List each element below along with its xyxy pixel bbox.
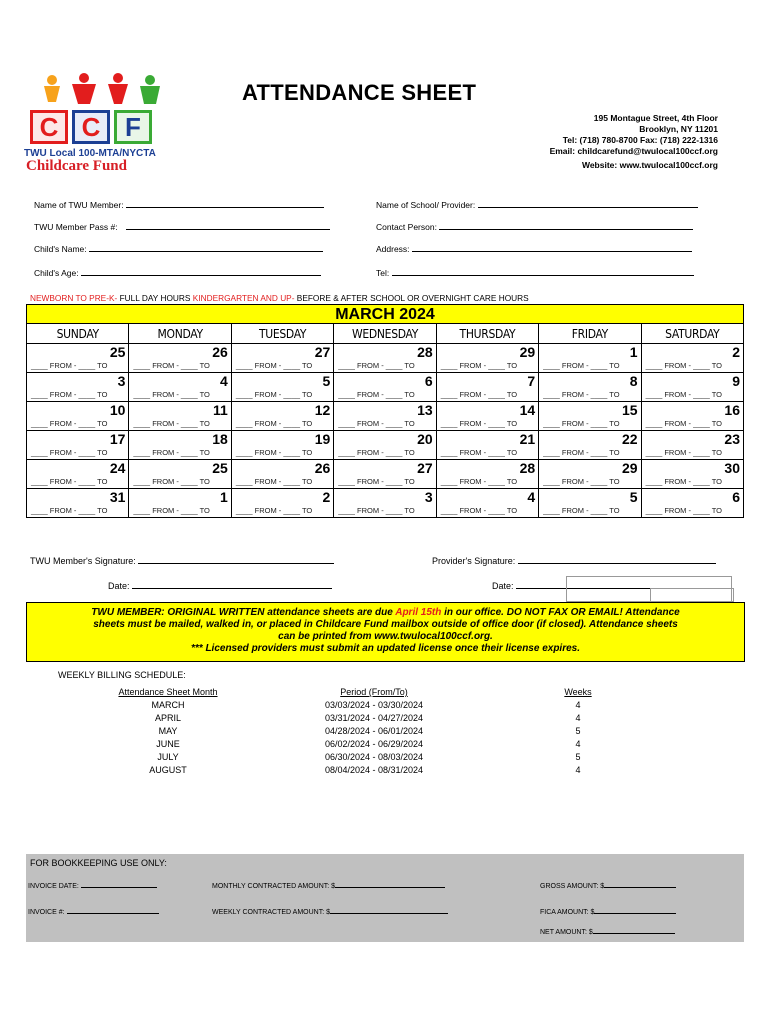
calendar-day-cell[interactable]	[437, 489, 539, 518]
weekly-amount-field[interactable]: WEEKLY CONTRACTED AMOUNT: $	[212, 908, 448, 916]
provider-tel-label: Tel:	[376, 268, 390, 278]
page-title: ATTENDANCE SHEET	[242, 80, 477, 105]
logo-block-c2: C	[72, 110, 110, 144]
billing-header: Attendance Sheet Month	[118, 687, 218, 697]
day-number: 4	[220, 373, 228, 389]
day-number: 27	[314, 344, 331, 360]
submission-notice: TWU MEMBER: ORIGINAL WRITTEN attendance sheets are due April 15th in our office. DO NOT FAX OR EMAIL! Attendance sheets must be mailed, walked in, or placed in Childcare Fund mailbox outside of office door (if closed). Attendance sheets can be printed from www.twulocal100ccf.org. *** Licensed providers must submit an updated license once their license expires.	[26, 602, 745, 662]
day-number: 1	[629, 344, 638, 360]
monthly-amount-field[interactable]: MONTHLY CONTRACTED AMOUNT: $	[212, 882, 445, 890]
ccf-logo	[22, 72, 172, 172]
calendar-grid	[26, 324, 744, 518]
from-to-field[interactable]: ____ FROM - ____ TO	[543, 477, 620, 486]
from-to-field[interactable]: ____ FROM - ____ TO	[440, 506, 518, 515]
calendar-day-cell[interactable]	[334, 402, 436, 431]
day-number: 20	[417, 431, 433, 447]
day-number: 6	[424, 373, 433, 389]
calendar-day-cell[interactable]	[642, 431, 744, 460]
from-to-field[interactable]: ____ FROM - ____ TO	[645, 506, 722, 515]
billing-cell: AUGUST	[149, 765, 187, 775]
calendar-day-cell[interactable]	[334, 431, 436, 460]
from-to-field[interactable]: ____ FROM - ____ TO	[31, 506, 108, 515]
billing-cell: MAY	[158, 726, 178, 736]
logo-block-f: F	[114, 110, 152, 144]
calendar-day-cell[interactable]	[129, 373, 231, 402]
from-to-field[interactable]: ____ FROM - ____ TO	[31, 390, 108, 399]
logo-union-text: TWU Local 100-MTA/NYCTA	[24, 148, 156, 159]
from-to-field[interactable]: ____ FROM - ____ TO	[440, 390, 518, 399]
from-to-field[interactable]: ____ FROM - ____ TO	[645, 477, 722, 486]
from-to-field[interactable]: ____ FROM - ____ TO	[31, 477, 108, 486]
day-number: 2	[732, 344, 740, 360]
from-to-field[interactable]: ____ FROM - ____ TO	[440, 477, 518, 486]
calendar-day-cell[interactable]	[232, 344, 334, 373]
from-to-field[interactable]: ____ FROM - ____ TO	[543, 419, 620, 428]
member-date-label: Date:	[108, 581, 130, 591]
member-signature-field[interactable]	[30, 556, 334, 566]
day-number: 28	[519, 460, 536, 476]
day-number: 1	[220, 489, 228, 505]
calendar-day-cell[interactable]	[642, 344, 744, 373]
net-amount-field[interactable]: NET AMOUNT: $	[540, 928, 675, 936]
from-to-field[interactable]: ____ FROM - ____ TO	[645, 419, 722, 428]
billing-cell: 03/31/2024 - 04/27/2024	[324, 713, 424, 723]
billing-cell: 4	[575, 700, 581, 710]
from-to-field[interactable]: ____ FROM - ____ TO	[645, 361, 722, 370]
member-signature-label: TWU Member's Signature:	[30, 556, 136, 566]
provider-tel-field[interactable]	[376, 268, 694, 278]
day-number: 5	[322, 373, 331, 389]
from-to-field[interactable]: ____ FROM - ____ TO	[31, 419, 108, 428]
school-provider-label: Name of School/ Provider:	[376, 200, 476, 210]
gross-amount-field[interactable]: GROSS AMOUNT: $	[540, 882, 676, 890]
logo-fund-text: Childcare Fund	[26, 158, 127, 174]
day-number: 2	[322, 489, 331, 505]
billing-cell: MARCH	[151, 700, 185, 710]
calendar-day-cell[interactable]	[129, 489, 231, 518]
billing-cell: 4	[575, 713, 581, 723]
children-figures-icon	[22, 72, 172, 112]
day-number: 25	[212, 460, 228, 476]
calendar-day-cell[interactable]	[437, 344, 539, 373]
calendar-day-cell[interactable]	[539, 344, 641, 373]
billing-cell: 03/03/2024 - 03/30/2024	[324, 700, 424, 710]
day-number: 6	[732, 489, 740, 505]
from-to-field[interactable]: ____ FROM - ____ TO	[543, 361, 620, 370]
day-number: 17	[109, 431, 126, 447]
day-header: FRIDAY	[539, 324, 641, 344]
calendar-day-cell[interactable]	[437, 460, 539, 489]
child-name-label: Child's Name:	[34, 244, 87, 254]
from-to-field[interactable]: ____ FROM - ____ TO	[31, 448, 108, 457]
day-number: 8	[629, 373, 638, 389]
from-to-field[interactable]: ____ FROM - ____ TO	[133, 506, 210, 515]
from-to-field[interactable]: ____ FROM - ____ TO	[543, 448, 620, 457]
from-to-field[interactable]: ____ FROM - ____ TO	[338, 477, 415, 486]
day-number: 15	[621, 402, 638, 418]
from-to-field[interactable]: ____ FROM - ____ TO	[235, 390, 313, 399]
day-number: 28	[417, 344, 433, 360]
from-to-field[interactable]: ____ FROM - ____ TO	[31, 361, 108, 370]
contact-person-field[interactable]	[376, 222, 693, 232]
calendar-day-cell[interactable]	[129, 460, 231, 489]
day-number: 19	[314, 431, 331, 447]
calendar-day-cell[interactable]	[642, 402, 744, 431]
day-header: TUESDAY	[232, 324, 334, 344]
from-to-field[interactable]: ____ FROM - ____ TO	[133, 477, 210, 486]
from-to-field[interactable]: ____ FROM - ____ TO	[543, 390, 620, 399]
day-header: WEDNESDAY	[334, 324, 436, 344]
day-header: MONDAY	[129, 324, 231, 344]
calendar-day-cell[interactable]	[232, 489, 334, 518]
day-number: 18	[212, 431, 228, 447]
provider-signature-label: Provider's Signature:	[432, 556, 516, 566]
calendar-day-cell[interactable]	[27, 489, 129, 518]
calendar-day-cell[interactable]	[539, 431, 641, 460]
billing-weeks-column	[556, 686, 600, 777]
day-number: 27	[417, 460, 433, 476]
day-number: 11	[213, 402, 228, 418]
billing-cell: APRIL	[154, 713, 181, 723]
member-pass-field[interactable]	[34, 222, 330, 232]
from-to-field[interactable]: ____ FROM - ____ TO	[440, 448, 518, 457]
calendar-day-cell[interactable]	[642, 460, 744, 489]
day-number: 3	[117, 373, 126, 389]
from-to-field[interactable]: ____ FROM - ____ TO	[645, 448, 722, 457]
day-number: 24	[109, 460, 126, 476]
day-number: 29	[621, 460, 638, 476]
day-header: SUNDAY	[27, 324, 129, 344]
day-number: 12	[314, 402, 331, 418]
from-to-field[interactable]: ____ FROM - ____ TO	[235, 506, 313, 515]
from-to-field[interactable]: ____ FROM - ____ TO	[338, 390, 415, 399]
billing-cell: 5	[575, 726, 581, 736]
day-number: 25	[109, 344, 126, 360]
from-to-field[interactable]: ____ FROM - ____ TO	[338, 419, 415, 428]
program-hours-note: NEWBORN TO PRE-K- FULL DAY HOURS KINDERGARTEN AND UP- BEFORE & AFTER SCHOOL OR OVERNIGHT CARE HOURS	[30, 293, 529, 303]
day-number: 23	[724, 431, 740, 447]
bookkeeping-title: FOR BOOKKEEPING USE ONLY:	[30, 858, 167, 868]
provider-address-label: Address:	[376, 244, 410, 254]
day-number: 14	[519, 402, 536, 418]
day-number: 31	[109, 489, 126, 505]
contact-address-block	[550, 113, 718, 171]
from-to-field[interactable]: ____ FROM - ____ TO	[543, 506, 620, 515]
child-name-field[interactable]	[34, 244, 323, 254]
day-number: 10	[109, 402, 126, 418]
calendar-day-cell[interactable]	[539, 489, 641, 518]
day-number: 13	[417, 402, 433, 418]
provider-signature-field[interactable]	[432, 556, 716, 566]
day-number: 26	[212, 344, 228, 360]
day-number: 7	[527, 373, 536, 389]
from-to-field[interactable]: ____ FROM - ____ TO	[133, 448, 210, 457]
calendar-day-cell[interactable]	[27, 460, 129, 489]
billing-cell: 4	[575, 739, 581, 749]
calendar-day-cell[interactable]	[232, 431, 334, 460]
from-to-field[interactable]: ____ FROM - ____ TO	[440, 419, 518, 428]
billing-schedule-title: WEEKLY BILLING SCHEDULE:	[58, 670, 186, 680]
from-to-field[interactable]: ____ FROM - ____ TO	[133, 390, 210, 399]
from-to-field[interactable]: ____ FROM - ____ TO	[235, 419, 313, 428]
from-to-field[interactable]: ____ FROM - ____ TO	[133, 419, 210, 428]
billing-cell: JUNE	[156, 739, 180, 749]
calendar-day-cell[interactable]	[232, 373, 334, 402]
day-number: 5	[629, 489, 638, 505]
member-name-field[interactable]	[34, 200, 324, 210]
from-to-field[interactable]: ____ FROM - ____ TO	[338, 448, 415, 457]
calendar-day-cell[interactable]	[437, 402, 539, 431]
calendar-day-cell[interactable]	[232, 402, 334, 431]
provider-date-label: Date:	[492, 581, 514, 591]
billing-cell: 04/28/2024 - 06/01/2024	[324, 726, 424, 736]
calendar-day-cell[interactable]	[334, 489, 436, 518]
from-to-field[interactable]: ____ FROM - ____ TO	[235, 448, 313, 457]
day-number: 16	[724, 402, 740, 418]
day-number: 22	[621, 431, 638, 447]
billing-cell: 5	[575, 752, 581, 762]
calendar-day-cell[interactable]	[27, 344, 129, 373]
fica-amount-field[interactable]: FICA AMOUNT: $	[540, 908, 676, 916]
day-number: 29	[519, 344, 536, 360]
address-line: Brooklyn, NY 11201	[639, 124, 718, 134]
day-number: 21	[519, 431, 536, 447]
billing-cell: 08/04/2024 - 08/31/2024	[324, 765, 424, 775]
billing-header: Weeks	[564, 687, 592, 697]
calendar-day-cell[interactable]	[129, 344, 231, 373]
billing-cell: 06/02/2024 - 06/29/2024	[324, 739, 424, 749]
calendar-day-cell[interactable]	[437, 373, 539, 402]
calendar-day-cell[interactable]	[539, 460, 641, 489]
calendar-day-cell[interactable]	[129, 402, 231, 431]
billing-cell: 4	[575, 765, 581, 775]
billing-header: Period (From/To)	[340, 687, 408, 697]
day-header: THURSDAY	[437, 324, 539, 344]
invoice-date-field[interactable]: INVOICE DATE:	[28, 882, 157, 890]
calendar-day-cell[interactable]	[642, 373, 744, 402]
website-line: Website: www.twulocal100ccf.org	[581, 160, 718, 170]
calendar-day-cell[interactable]	[539, 373, 641, 402]
calendar-day-cell[interactable]	[232, 460, 334, 489]
contact-person-label: Contact Person:	[376, 222, 437, 232]
day-number: 9	[732, 373, 740, 389]
date-input-box-small[interactable]	[650, 588, 734, 602]
billing-cell: JULY	[157, 752, 179, 762]
calendar-day-cell[interactable]	[334, 344, 436, 373]
calendar-day-cell[interactable]	[27, 402, 129, 431]
calendar-day-cell[interactable]	[27, 373, 129, 402]
from-to-field[interactable]: ____ FROM - ____ TO	[338, 506, 415, 515]
provider-address-field[interactable]	[376, 244, 692, 254]
day-header: SATURDAY	[642, 324, 744, 344]
school-provider-field[interactable]	[376, 200, 698, 210]
bookkeeping-section	[26, 854, 744, 942]
member-date-field[interactable]	[108, 581, 332, 591]
day-number: 30	[724, 460, 740, 476]
attendance-calendar	[26, 304, 744, 518]
child-age-field[interactable]	[34, 268, 321, 278]
calendar-day-cell[interactable]	[642, 489, 744, 518]
child-age-label: Child's Age:	[34, 268, 79, 278]
email-line: Email: childcarefund@twulocal100ccf.org	[549, 146, 718, 156]
logo-block-c1: C	[30, 110, 68, 144]
from-to-field[interactable]: ____ FROM - ____ TO	[235, 477, 313, 486]
day-number: 26	[314, 460, 331, 476]
billing-period-column	[318, 686, 430, 777]
invoice-number-field[interactable]: INVOICE #:	[28, 908, 159, 916]
from-to-field[interactable]: ____ FROM - ____ TO	[440, 361, 518, 370]
calendar-month-title: MARCH 2024	[26, 304, 744, 324]
calendar-day-cell[interactable]	[539, 402, 641, 431]
calendar-day-cell[interactable]	[129, 431, 231, 460]
day-number: 3	[424, 489, 433, 505]
calendar-day-cell[interactable]	[334, 460, 436, 489]
billing-cell: 06/30/2024 - 08/03/2024	[324, 752, 424, 762]
phone-line: Tel: (718) 780-8700 Fax: (718) 222-1316	[562, 135, 718, 145]
from-to-field[interactable]: ____ FROM - ____ TO	[338, 361, 415, 370]
address-line: 195 Montague Street, 4th Floor	[593, 113, 718, 123]
member-pass-label: TWU Member Pass #:	[34, 222, 118, 232]
calendar-day-cell[interactable]	[334, 373, 436, 402]
from-to-field[interactable]: ____ FROM - ____ TO	[645, 390, 722, 399]
member-name-label: Name of TWU Member:	[34, 200, 124, 210]
calendar-day-cell[interactable]	[437, 431, 539, 460]
from-to-field[interactable]: ____ FROM - ____ TO	[235, 361, 313, 370]
calendar-day-cell[interactable]	[27, 431, 129, 460]
day-number: 4	[527, 489, 536, 505]
from-to-field[interactable]: ____ FROM - ____ TO	[133, 361, 210, 370]
billing-month-column	[110, 686, 226, 777]
